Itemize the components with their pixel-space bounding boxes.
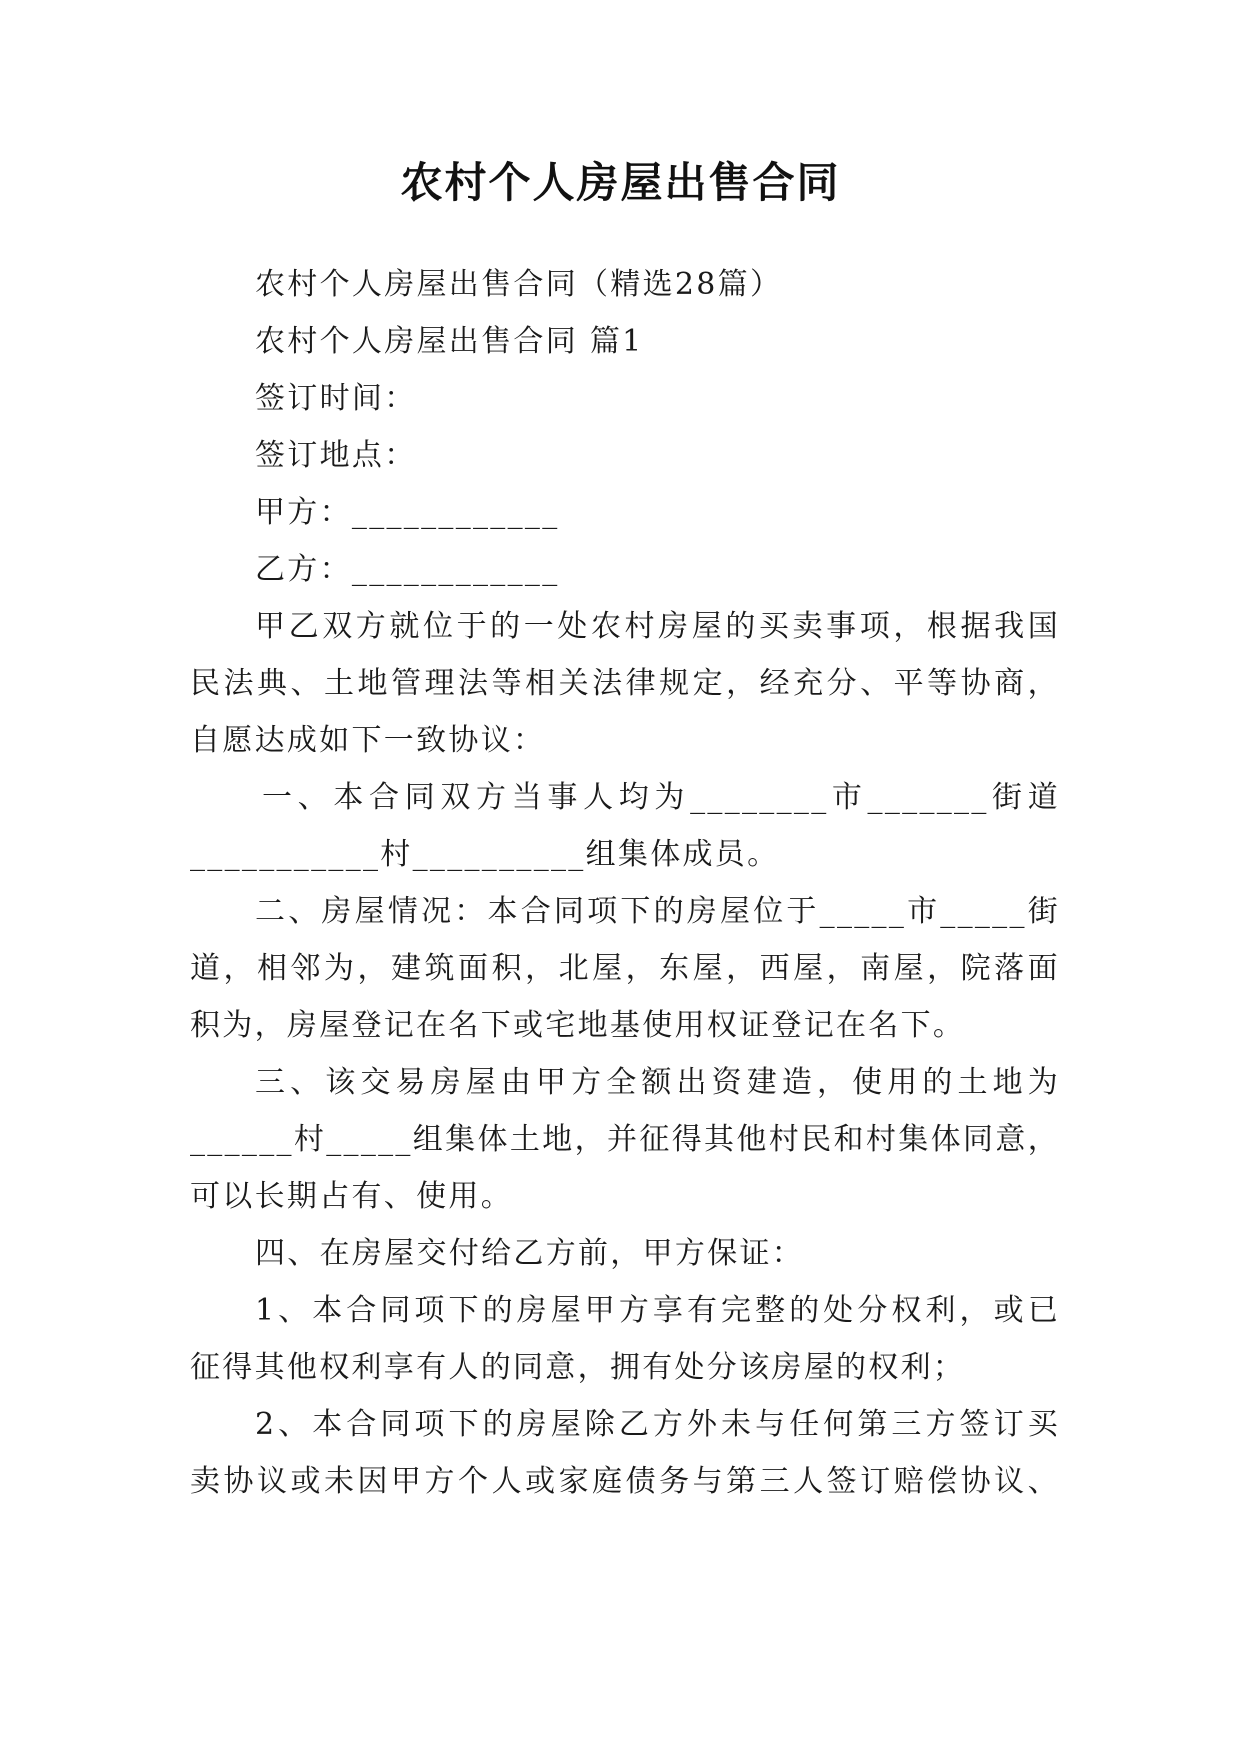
paragraph-line: 道，相邻为，建筑面积，北屋，东屋，西屋，南屋，院落面: [190, 951, 1060, 986]
party-b-label: 乙方：____________: [255, 552, 560, 587]
paragraph-line: 2、本合同项下的房屋除乙方外未与任何第三方签订买: [255, 1407, 1060, 1442]
subtitle-line: 农村个人房屋出售合同（精选28篇）: [255, 267, 783, 302]
paragraph-line: 四、在房屋交付给乙方前，甲方保证：: [255, 1236, 805, 1271]
paragraph-line: 甲乙双方就位于的一处农村房屋的买卖事项，根据我国: [255, 609, 1060, 644]
paragraph-line: 二、房屋情况：本合同项下的房屋位于_____市_____街: [255, 894, 1060, 929]
signing-time-label: 签订时间：: [255, 381, 417, 416]
paragraph-line: 积为，房屋登记在名下或宅地基使用权证登记在名下。: [190, 1008, 966, 1043]
paragraph-line: 1、本合同项下的房屋甲方享有完整的处分权利，或已: [255, 1293, 1060, 1328]
party-a-label: 甲方：____________: [255, 495, 560, 530]
paragraph-line: 三、该交易房屋由甲方全额出资建造，使用的土地为: [255, 1065, 1060, 1100]
paragraph-line: 可以长期占有、使用。: [190, 1179, 513, 1214]
section-heading: 农村个人房屋出售合同 篇1: [255, 324, 644, 359]
paragraph-line: 卖协议或未因甲方个人或家庭债务与第三人签订赔偿协议、: [190, 1464, 1060, 1499]
paragraph-line: 民法典、土地管理法等相关法律规定，经充分、平等协商，: [190, 666, 1060, 701]
signing-place-label: 签订地点：: [255, 438, 417, 473]
paragraph-line: 征得其他权利享有人的同意，拥有处分该房屋的权利；: [190, 1350, 966, 1385]
paragraph-line: 一、本合同双方当事人均为________市_______街道: [262, 780, 1060, 815]
paragraph-line: ___________村__________组集体成员。: [190, 837, 780, 872]
document-title: 农村个人房屋出售合同: [400, 158, 841, 207]
paragraph-line: ______村_____组集体土地，并征得其他村民和村集体同意，: [190, 1122, 1060, 1157]
paragraph-line: 自愿达成如下一致协议：: [190, 723, 546, 758]
